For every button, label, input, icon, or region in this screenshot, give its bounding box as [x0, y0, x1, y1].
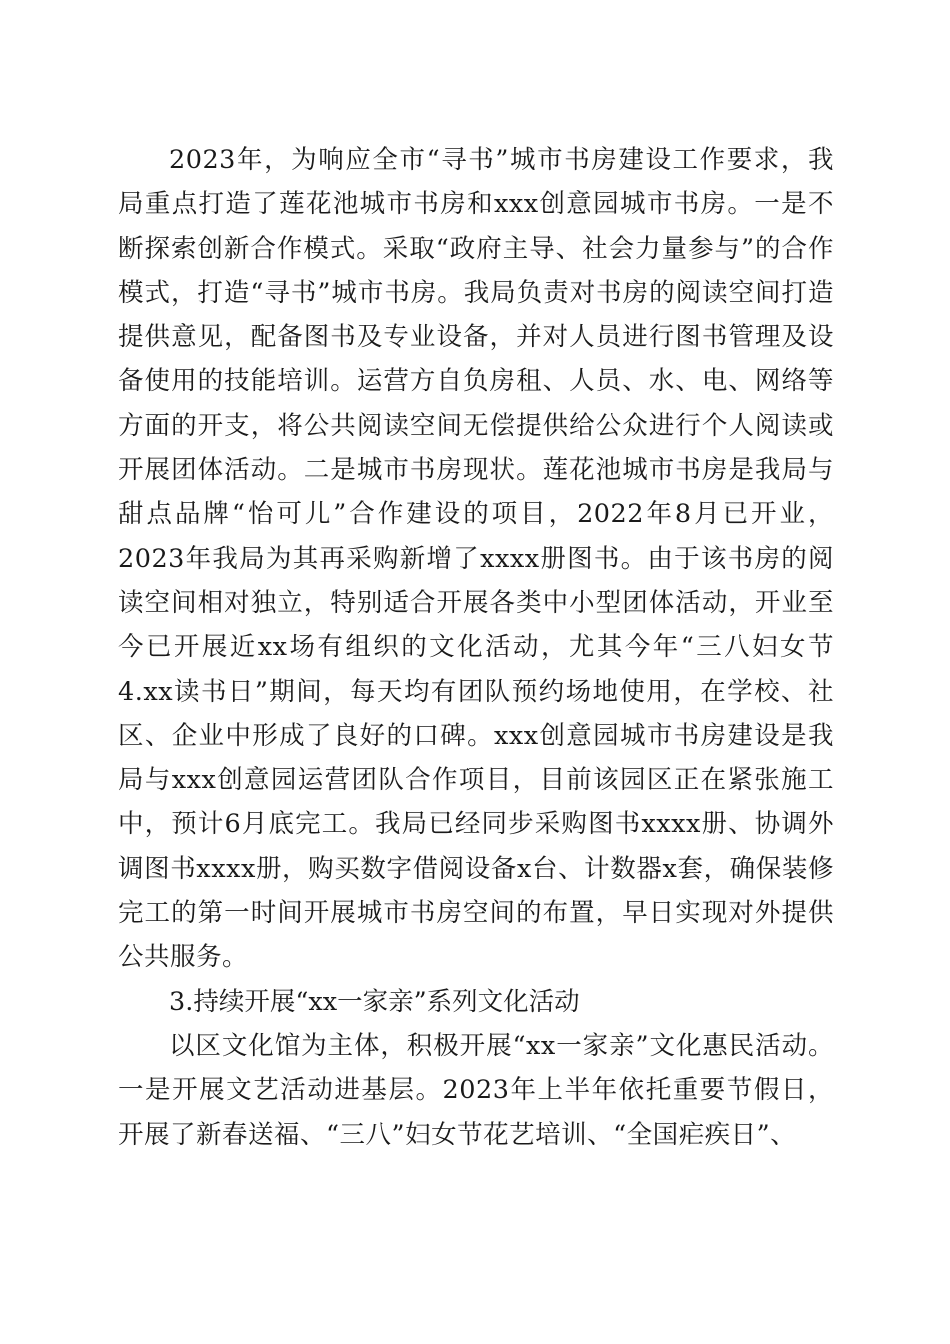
section-heading-cultural-activities: 3.持续开展“xx一家亲”系列文化活动	[169, 986, 580, 1017]
body-paragraph-city-bookroom: 2023年，为响应全市“寻书”城市书房建设工作要求，我局重点打造了莲花池城市书房和xxx创意园城市书房。一是不断探索创新合作模式。采取“政府主导、社会力量参与”的合作模式，打造“寻书”城市书房。我局负责对书房的阅读空间打造提供意见，配备图书及专业设备，并对人员进行图书管理及设备使用的技能培训。运营方自负房租、人员、水、电、网络等方面的开支，将公共阅读空间无偿提供给公众进行个人阅读或开展团体活动。二是城市书房现状。莲花池城市书房是我局与甜点品牌“怡可儿”合作建设的项目，2022年8月已开业，2023年我局为其再采购新增了xxxx册图书。由于该书房的阅读空间相对独立，特别适合开展各类中小型团体活动，开业至今已开展近xx场有组织的文化活动，尤其今年“三八妇女节4.xx读书日”期间，每天均有团队预约场地使用，在学校、社区、企业中形成了良好的口碑。xxx创意园城市书房建设是我局与xxx创意园运营团队合作项目，目前该园区正在紧张施工中，预计6月底完工。我局已经同步采购图书xxxx册、协调外调图书xxxx册，购买数字借阅设备x台、计数器x套，确保装修完工的第一时间开展城市书房空间的布置，早日实现对外提供公共服务。	[118, 145, 834, 973]
document-page	[118, 138, 834, 1157]
body-paragraph-cultural-activities: 以区文化馆为主体，积极开展“xx一家亲”文化惠民活动。一是开展文艺活动进基层。2023年上半年依托重要节假日，开展了新春送福、“三八”妇女节花艺培训、“全国疟疾日”、	[118, 1030, 834, 1150]
